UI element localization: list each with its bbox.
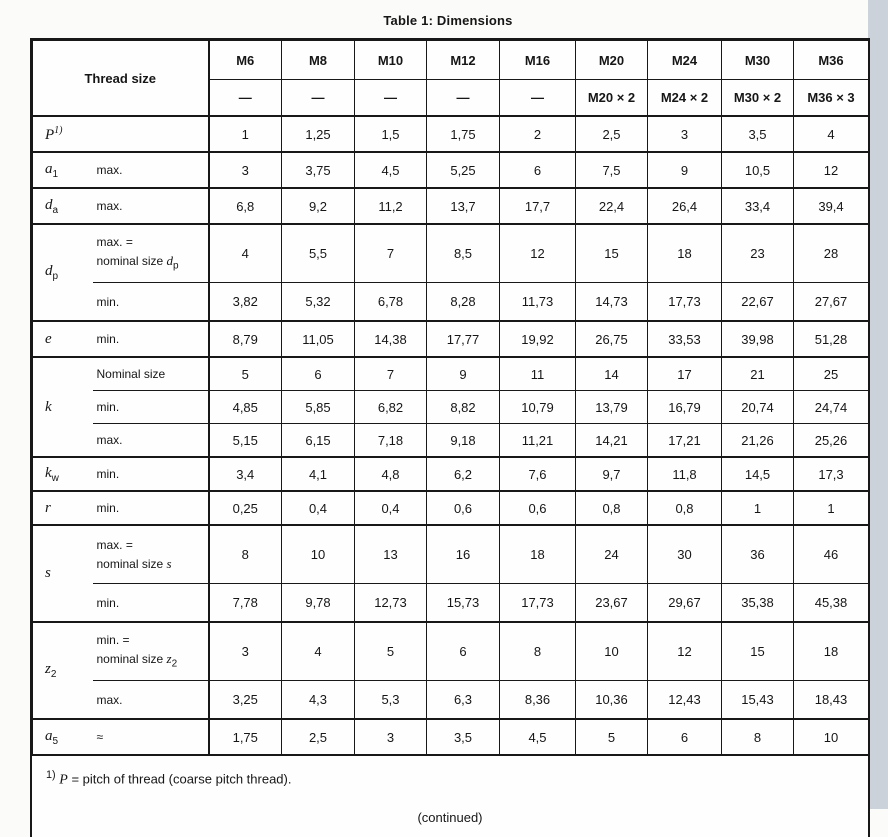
value-cell: 24	[576, 525, 648, 584]
footnote-symbol-P: P	[59, 772, 68, 788]
value-cell: 29,67	[648, 584, 722, 623]
value-cell: 6,82	[355, 391, 427, 424]
value-cell: 16	[427, 525, 500, 584]
row-k-min	[33, 391, 869, 424]
value-cell: 3,4	[209, 457, 282, 491]
value-cell: 5,3	[355, 681, 427, 720]
value-cell: 10	[282, 525, 355, 584]
value-cell: 7,78	[209, 584, 282, 623]
value-cell: 11,21	[500, 424, 576, 458]
value-cell: 4,3	[282, 681, 355, 720]
symbol-cell-dp	[33, 224, 93, 321]
value-cell: 15	[576, 224, 648, 283]
value-cell: 8,36	[500, 681, 576, 720]
sublabel-cell: max.	[93, 152, 209, 188]
value-cell: 5,5	[282, 224, 355, 283]
value-cell: 10	[794, 719, 869, 755]
symbol-cell-r	[33, 491, 93, 525]
value-cell: 1,75	[209, 719, 282, 755]
value-cell: 10,5	[722, 152, 794, 188]
size-header-cell: M30	[722, 41, 794, 80]
symbol-k: k	[45, 398, 52, 415]
value-cell: 7	[355, 224, 427, 283]
value-cell: 14,21	[576, 424, 648, 458]
sublabel-cell: max. = nominal size s	[93, 525, 209, 584]
sublabel-cell: max.	[93, 424, 209, 458]
symbol-e: e	[45, 330, 52, 347]
value-cell: 26,4	[648, 188, 722, 224]
value-cell: 24,74	[794, 391, 869, 424]
value-cell: 14,5	[722, 457, 794, 491]
value-cell: 25,26	[794, 424, 869, 458]
row-e	[33, 321, 869, 357]
value-cell: 8	[209, 525, 282, 584]
value-cell: 0,25	[209, 491, 282, 525]
value-cell: 4	[794, 116, 869, 152]
value-cell: 5,85	[282, 391, 355, 424]
value-cell: 4,5	[355, 152, 427, 188]
value-cell: 5	[576, 719, 648, 755]
value-cell: 12	[648, 622, 722, 681]
designation-cell: M36 × 3	[794, 80, 869, 117]
symbol-cell-kw	[33, 457, 93, 491]
symbol-dp: $d_p$	[45, 263, 59, 282]
value-cell: 9,2	[282, 188, 355, 224]
designation-cell: M24 × 2	[648, 80, 722, 117]
value-cell: 20,74	[722, 391, 794, 424]
value-cell: 3,5	[427, 719, 500, 755]
value-cell: 12	[500, 224, 576, 283]
value-cell: 19,92	[500, 321, 576, 357]
row-s-min	[33, 584, 869, 623]
value-cell: 27,67	[794, 283, 869, 322]
row-dp-max	[33, 224, 869, 283]
value-cell: 1,75	[427, 116, 500, 152]
value-cell: 17,73	[500, 584, 576, 623]
footnote-marker: 1)	[46, 769, 56, 781]
value-cell: 10,36	[576, 681, 648, 720]
value-cell: 12,43	[648, 681, 722, 720]
value-cell: 1,5	[355, 116, 427, 152]
symbol-P: $P^{1)}$	[45, 124, 63, 143]
value-cell: 36	[722, 525, 794, 584]
sublabel-cell: min.	[93, 491, 209, 525]
value-cell: 6	[282, 357, 355, 391]
symbol-a1: $a_1$	[45, 160, 59, 180]
value-cell: 3,75	[282, 152, 355, 188]
value-cell: 4,85	[209, 391, 282, 424]
value-cell: 8,79	[209, 321, 282, 357]
symbol-da: $d_a$	[45, 196, 59, 216]
value-cell: 9,78	[282, 584, 355, 623]
symbol-kw: $k_w$	[45, 464, 59, 484]
row-dp-min	[33, 283, 869, 322]
symbol-cell-k	[33, 357, 93, 457]
designation-cell: M30 × 2	[722, 80, 794, 117]
sublabel-cell: min. = nominal size $z_2$	[93, 622, 209, 681]
size-header-cell: M12	[427, 41, 500, 80]
value-cell: 4,8	[355, 457, 427, 491]
row-a1	[33, 152, 869, 188]
value-cell: 25	[794, 357, 869, 391]
value-cell: 11,2	[355, 188, 427, 224]
value-cell: 13,7	[427, 188, 500, 224]
value-cell: 39,4	[794, 188, 869, 224]
sublabel-cell: min.	[93, 321, 209, 357]
sublabel-cell: max.	[93, 188, 209, 224]
value-cell: 9	[648, 152, 722, 188]
value-cell: 6,3	[427, 681, 500, 720]
designation-cell: —	[355, 80, 427, 117]
value-cell: 21,26	[722, 424, 794, 458]
sublabel-cell: min.	[93, 283, 209, 322]
value-cell: 8,28	[427, 283, 500, 322]
sublabel-cell: ≈	[93, 719, 209, 755]
size-header-cell: M24	[648, 41, 722, 80]
value-cell: 1	[794, 491, 869, 525]
value-cell: 16,79	[648, 391, 722, 424]
value-cell: 2	[500, 116, 576, 152]
sublabel-cell: Nominal size	[93, 357, 209, 391]
symbol-cell-a5	[33, 719, 93, 755]
designation-cell: —	[209, 80, 282, 117]
value-cell: 6,78	[355, 283, 427, 322]
row-da	[33, 188, 869, 224]
value-cell: 0,8	[648, 491, 722, 525]
value-cell: 3	[355, 719, 427, 755]
value-cell: 4,5	[500, 719, 576, 755]
value-cell: 18	[648, 224, 722, 283]
value-cell: 11	[500, 357, 576, 391]
value-cell: 6	[427, 622, 500, 681]
sublabel-cell: max.	[93, 681, 209, 720]
value-cell: 8	[722, 719, 794, 755]
footnote-text: = pitch of thread (coarse pitch thread).	[67, 771, 292, 787]
value-cell: 11,73	[500, 283, 576, 322]
value-cell: 18	[500, 525, 576, 584]
value-cell: 4	[209, 224, 282, 283]
value-cell: 2,5	[282, 719, 355, 755]
value-cell: 6	[500, 152, 576, 188]
value-cell: 6	[648, 719, 722, 755]
value-cell: 5,32	[282, 283, 355, 322]
row-a5	[33, 719, 869, 755]
value-cell: 33,4	[722, 188, 794, 224]
row-r	[33, 491, 869, 525]
value-cell: 15,43	[722, 681, 794, 720]
value-cell: 17,77	[427, 321, 500, 357]
symbol-z2: $z_2$	[45, 661, 57, 680]
value-cell: 23	[722, 224, 794, 283]
value-cell: 7,5	[576, 152, 648, 188]
value-cell: 9,7	[576, 457, 648, 491]
sublabel-cell: min.	[93, 457, 209, 491]
value-cell: 17,3	[794, 457, 869, 491]
value-cell: 2,5	[576, 116, 648, 152]
value-cell: 14	[576, 357, 648, 391]
value-cell: 18,43	[794, 681, 869, 720]
size-header-cell: M36	[794, 41, 869, 80]
value-cell: 22,4	[576, 188, 648, 224]
value-cell: 21	[722, 357, 794, 391]
value-cell: 17	[648, 357, 722, 391]
value-cell: 8,5	[427, 224, 500, 283]
symbol-cell-P	[33, 116, 209, 152]
row-z2-min	[33, 622, 869, 681]
value-cell: 0,4	[355, 491, 427, 525]
value-cell: 10,79	[500, 391, 576, 424]
value-cell: 14,73	[576, 283, 648, 322]
value-cell: 11,05	[282, 321, 355, 357]
value-cell: 17,73	[648, 283, 722, 322]
value-cell: 3,82	[209, 283, 282, 322]
symbol-cell-z2	[33, 622, 93, 719]
designation-cell: M20 × 2	[576, 80, 648, 117]
value-cell: 17,21	[648, 424, 722, 458]
sublabel-cell: min.	[93, 584, 209, 623]
symbol-cell-s	[33, 525, 93, 622]
value-cell: 0,8	[576, 491, 648, 525]
value-cell: 3,25	[209, 681, 282, 720]
value-cell: 8	[500, 622, 576, 681]
row-s-max	[33, 525, 869, 584]
footnote	[32, 756, 868, 790]
value-cell: 15,73	[427, 584, 500, 623]
value-cell: 6,2	[427, 457, 500, 491]
value-cell: 45,38	[794, 584, 869, 623]
value-cell: 15	[722, 622, 794, 681]
value-cell: 11,8	[648, 457, 722, 491]
value-cell: 5,15	[209, 424, 282, 458]
value-cell: 7	[355, 357, 427, 391]
value-cell: 22,67	[722, 283, 794, 322]
size-header-cell: M20	[576, 41, 648, 80]
value-cell: 3	[209, 152, 282, 188]
value-cell: 3,5	[722, 116, 794, 152]
row-kw	[33, 457, 869, 491]
size-header-cell: M16	[500, 41, 576, 80]
value-cell: 0,6	[427, 491, 500, 525]
value-cell: 12	[794, 152, 869, 188]
symbol-cell-a1	[33, 152, 93, 188]
size-header-cell: M6	[209, 41, 282, 80]
value-cell: 7,6	[500, 457, 576, 491]
row-P	[33, 116, 869, 152]
symbol-cell-e	[33, 321, 93, 357]
value-cell: 39,98	[722, 321, 794, 357]
row-k-max	[33, 424, 869, 458]
designation-cell: —	[500, 80, 576, 117]
continued-note: (continued)	[417, 810, 483, 826]
value-cell: 9	[427, 357, 500, 391]
dimensions-table-container	[30, 38, 870, 837]
designation-cell: —	[282, 80, 355, 117]
value-cell: 12,73	[355, 584, 427, 623]
value-cell: 1,25	[282, 116, 355, 152]
row-k-nominal	[33, 357, 869, 391]
value-cell: 5	[355, 622, 427, 681]
value-cell: 14,38	[355, 321, 427, 357]
symbol-cell-da	[33, 188, 93, 224]
value-cell: 26,75	[576, 321, 648, 357]
value-cell: 28	[794, 224, 869, 283]
value-cell: 3	[209, 622, 282, 681]
value-cell: 0,4	[282, 491, 355, 525]
symbol-r: r	[45, 499, 51, 516]
value-cell: 1	[722, 491, 794, 525]
value-cell: 13	[355, 525, 427, 584]
value-cell: 1	[209, 116, 282, 152]
value-cell: 5,25	[427, 152, 500, 188]
value-cell: 3	[648, 116, 722, 152]
value-cell: 10	[576, 622, 648, 681]
value-cell: 6,15	[282, 424, 355, 458]
size-header-cell: M8	[282, 41, 355, 80]
value-cell: 8,82	[427, 391, 500, 424]
value-cell: 51,28	[794, 321, 869, 357]
size-header-cell: M10	[355, 41, 427, 80]
symbol-s: s	[45, 565, 51, 581]
value-cell: 0,6	[500, 491, 576, 525]
header-row-sizes	[33, 41, 869, 80]
value-cell: 5	[209, 357, 282, 391]
designation-cell: —	[427, 80, 500, 117]
value-cell: 46	[794, 525, 869, 584]
value-cell: 9,18	[427, 424, 500, 458]
value-cell: 30	[648, 525, 722, 584]
value-cell: 35,38	[722, 584, 794, 623]
dimensions-table	[32, 40, 869, 756]
value-cell: 18	[794, 622, 869, 681]
row-z2-max	[33, 681, 869, 720]
sublabel-cell: max. = nominal size $d_p$	[93, 224, 209, 283]
sublabel-cell: min.	[93, 391, 209, 424]
value-cell: 7,18	[355, 424, 427, 458]
value-cell: 6,8	[209, 188, 282, 224]
value-cell: 4,1	[282, 457, 355, 491]
symbol-a5: $a_5$	[45, 727, 59, 747]
value-cell: 13,79	[576, 391, 648, 424]
value-cell: 17,7	[500, 188, 576, 224]
scan-edge-strip	[868, 0, 888, 809]
thread-size-header: Thread size	[33, 41, 209, 117]
value-cell: 23,67	[576, 584, 648, 623]
value-cell: 4	[282, 622, 355, 681]
table-title: Table 1: Dimensions	[383, 13, 513, 28]
value-cell: 33,53	[648, 321, 722, 357]
